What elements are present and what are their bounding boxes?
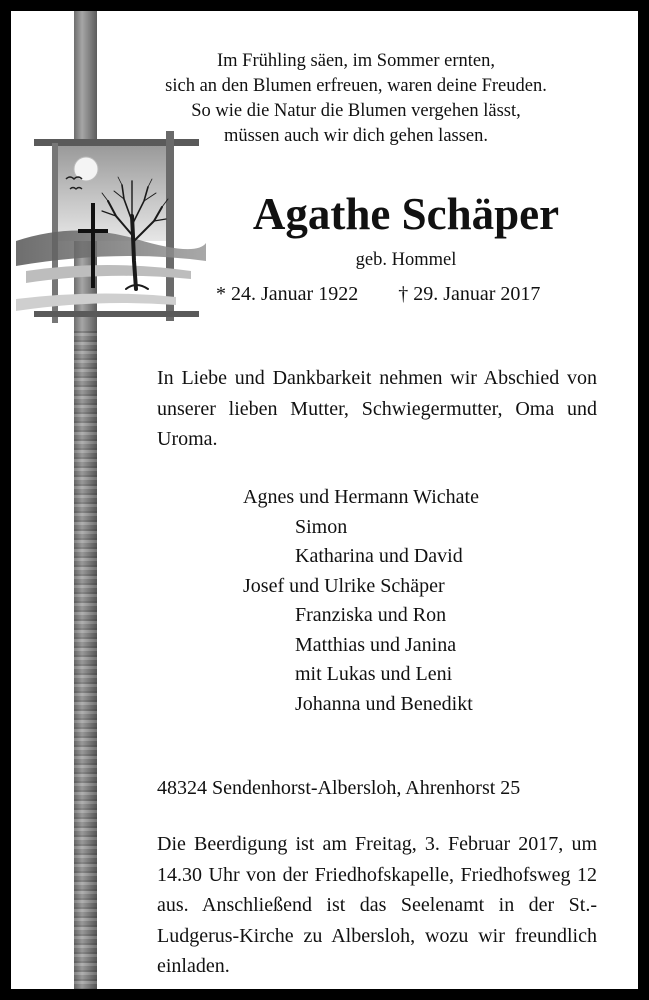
family-child: Simon	[295, 515, 348, 538]
light-band	[16, 293, 176, 311]
family-list	[243, 483, 623, 719]
maiden-name: geb. Hommel	[355, 250, 457, 270]
poem	[161, 49, 551, 149]
sky-panel	[58, 146, 166, 241]
vertical-bar-texture	[74, 331, 97, 989]
cross-vertical	[91, 203, 95, 288]
family-child: Katharina und David	[295, 545, 463, 567]
deceased-name: Agathe Schäper	[252, 189, 560, 239]
hill-band	[16, 230, 206, 266]
poem-line: sich an den Blumen erfreuen, waren deine Freuden.	[165, 76, 547, 96]
farewell-text: In Liebe und Dankbarkeit nehmen wir Abschied von unserer lieben Mutter, Schwiegermutter, Oma und Uroma.	[157, 367, 597, 450]
address: 48324 Sendenhorst-Albersloh, Ahrenhorst 25	[157, 777, 521, 799]
family-child: mit Lukas und Leni	[295, 663, 453, 685]
family-parents: Josef und Ulrike Schäper	[243, 574, 445, 597]
birth-date: * 24. Januar 1922	[216, 283, 359, 305]
poem-line: So wie die Natur die Blumen vergehen lässt,	[191, 101, 521, 121]
frame-right-bar	[166, 131, 174, 321]
life-dates	[216, 281, 616, 307]
family-parents: Agnes und Hermann Wichate	[243, 486, 479, 508]
tree-cross-artwork	[16, 121, 206, 336]
cross-horizontal	[78, 229, 108, 233]
funeral-notice: Die Beerdigung ist am Freitag, 3. Februar 2017, um 14.30 Uhr von der Friedhofskapelle, Friedhofsweg 12 aus. Anschließend ist das Seelenamt in der St.-Ludgerus-Kirche zu Albersloh, wozu wir freundlich einladen.	[157, 833, 597, 977]
obituary-card	[11, 11, 638, 989]
poem-line: müssen auch wir dich gehen lassen.	[223, 126, 489, 146]
family-child: Johanna und Benedikt	[295, 692, 473, 715]
family-child: Franziska und Ron	[295, 604, 447, 626]
death-date: † 29. Januar 2017	[398, 283, 541, 305]
family-child: Matthias und Janina	[295, 633, 457, 656]
frame-bottom-bar	[34, 311, 199, 317]
poem-line: Im Frühling säen, im Sommer ernten,	[217, 51, 495, 71]
